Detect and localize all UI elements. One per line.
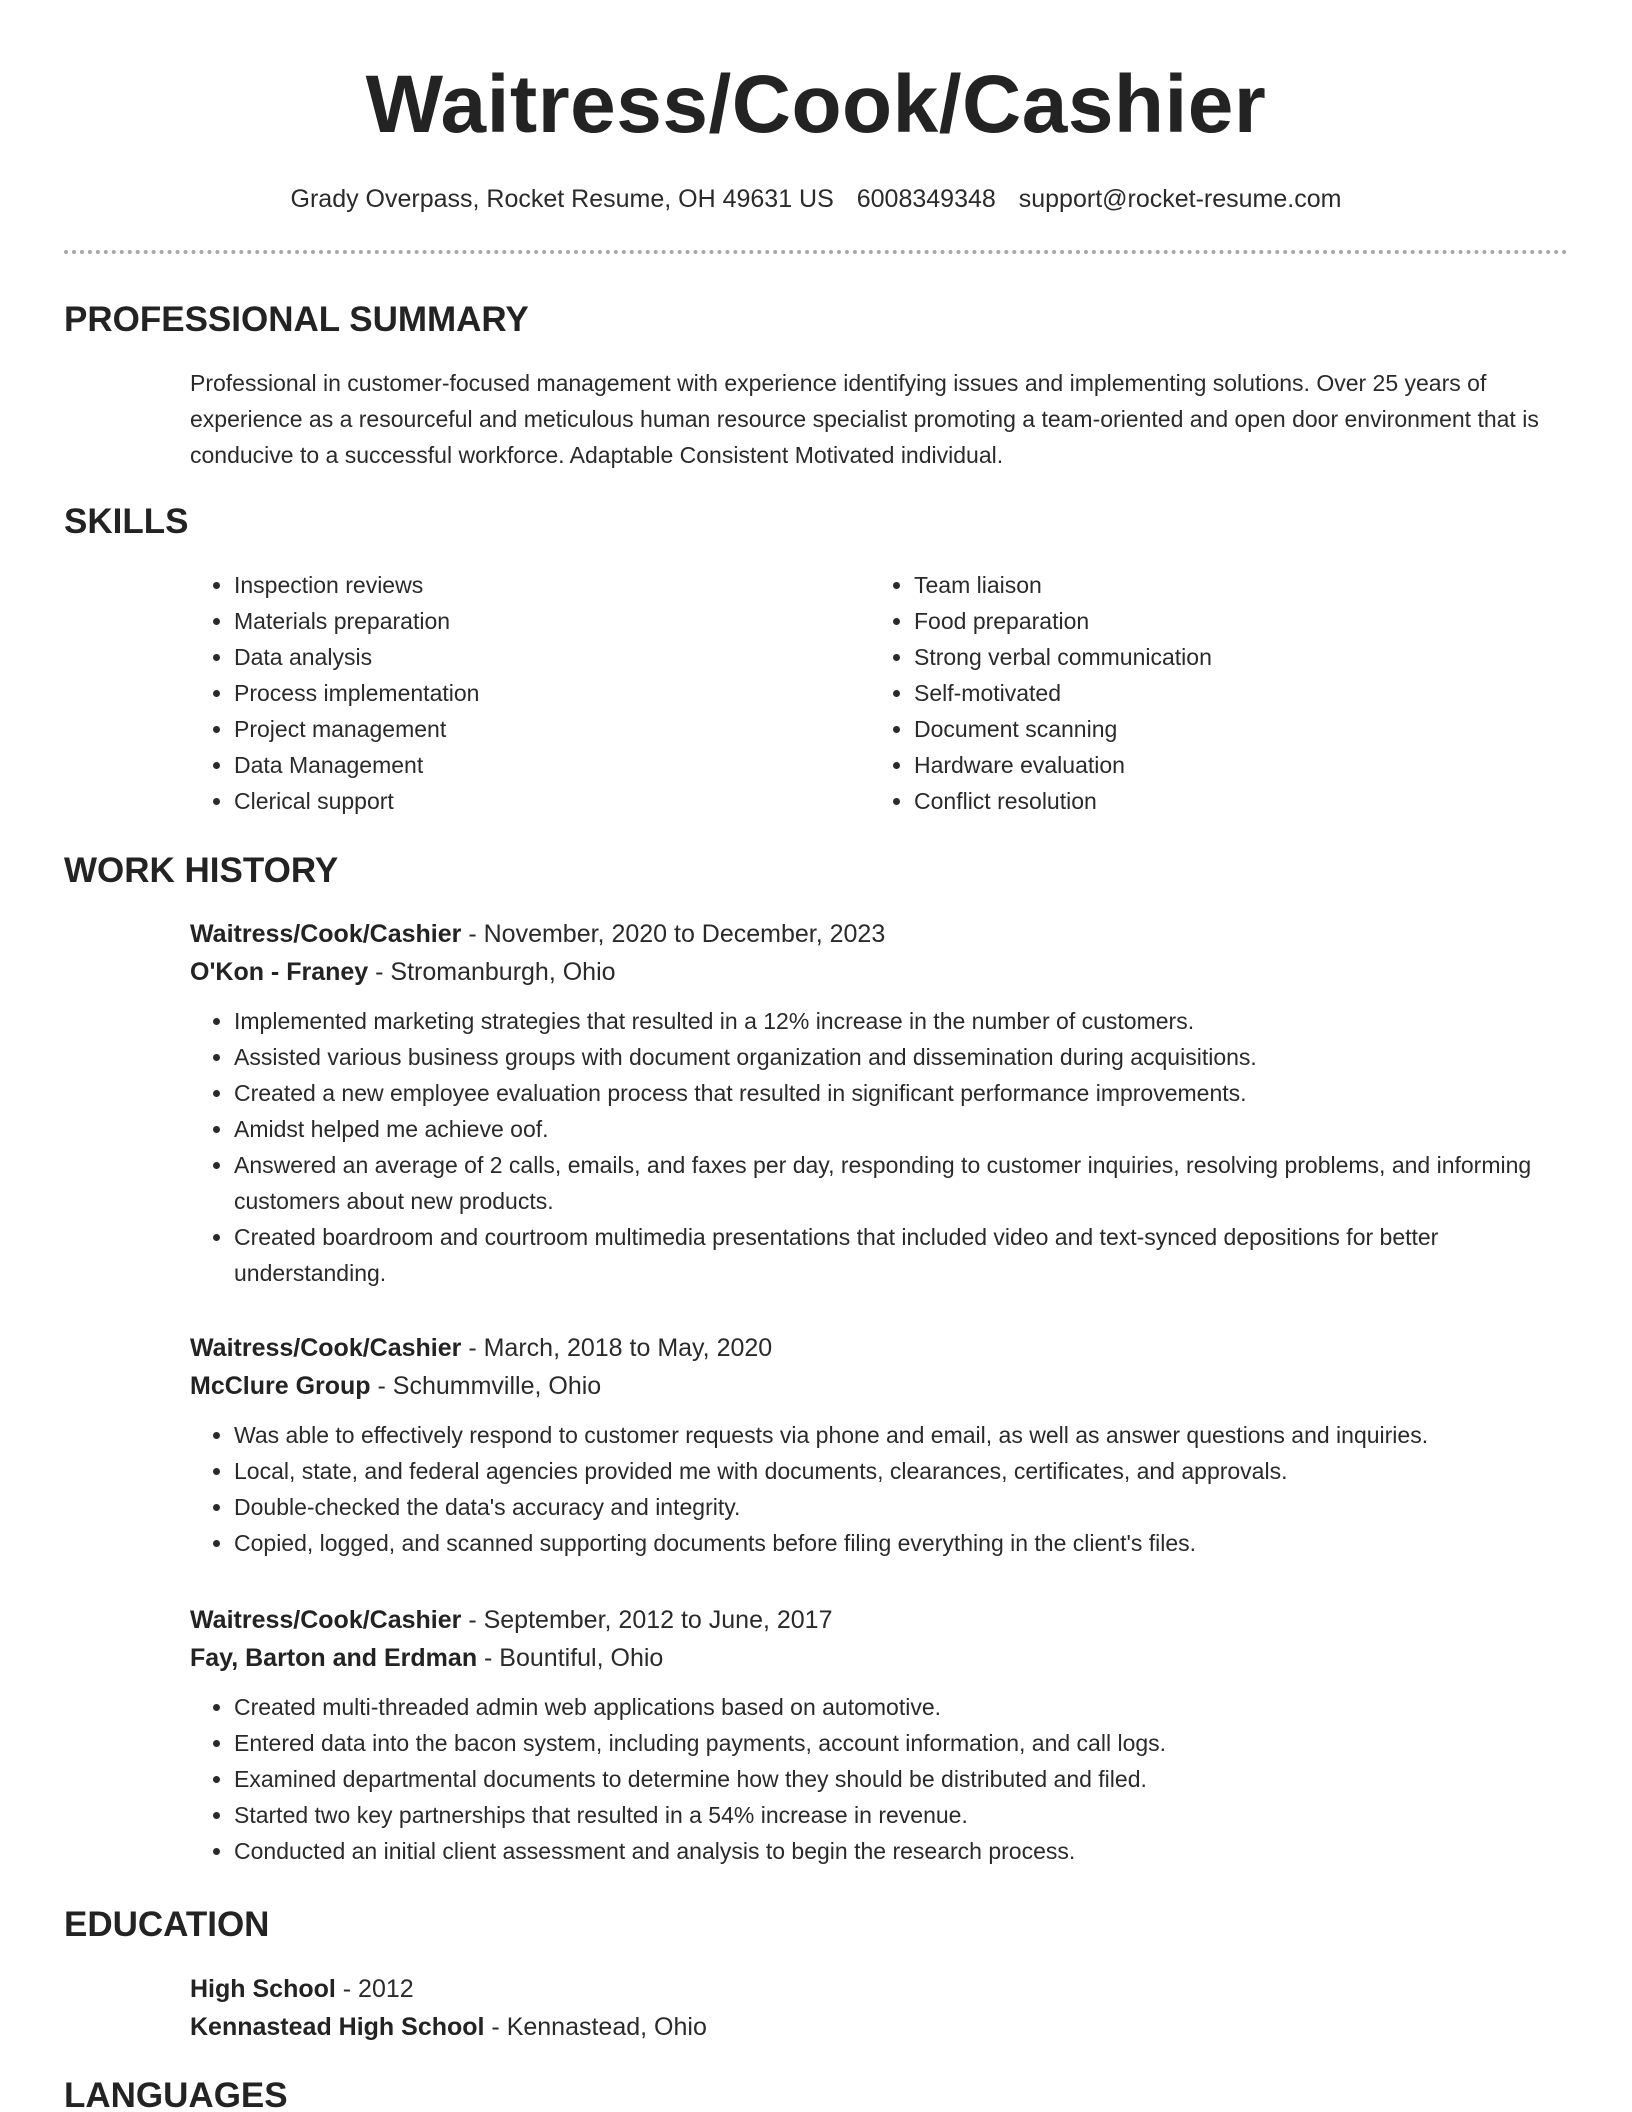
job-bullet-item: • Was able to effectively respond to customer requests via phone and email, as well as answer questions and inquiries. xyxy=(234,1417,1560,1453)
skill-item: • Data Management xyxy=(234,747,830,783)
skill-item: • Materials preparation xyxy=(234,603,830,639)
summary-text: Professional in customer-focused management with experience identifying issues and implementing solutions. Over 25 years of experience as a resourceful and meticulous human resource specialist promoting a team-oriented and open door environment that is conducive to a successful workforce. Adaptable Consistent Motivated individual. xyxy=(190,370,1539,468)
job-bullet-item: • Implemented marketing strategies that resulted in a 12% increase in the number of customers. xyxy=(234,1003,1560,1039)
job-bullet-item: • Created multi-threaded admin web applications based on automotive. xyxy=(234,1689,1560,1725)
skill-item: • Process implementation xyxy=(234,675,830,711)
skill-item: • Conflict resolution xyxy=(914,783,1510,819)
job-dates: - November, 2020 to December, 2023 xyxy=(461,920,886,948)
job-entry xyxy=(190,915,1560,1291)
job-location: - Schummville, Ohio xyxy=(370,1372,602,1400)
skill-item: • Strong verbal communication xyxy=(914,639,1510,675)
skill-item: • Food preparation xyxy=(914,603,1510,639)
skill-item: • Project management xyxy=(234,711,830,747)
skill-item: • Clerical support xyxy=(234,783,830,819)
job-company-line xyxy=(190,953,1560,991)
job-bullet-item: • Examined departmental documents to determine how they should be distributed and filed. xyxy=(234,1761,1560,1797)
skill-item: • Document scanning xyxy=(914,711,1510,747)
job-bullet-item: • Double-checked the data's accuracy and integrity. xyxy=(234,1489,1560,1525)
job-bullets xyxy=(190,1003,1560,1291)
job-entry xyxy=(190,1601,1560,1869)
education-school: Kennastead High School xyxy=(190,2013,485,2041)
contact-line xyxy=(0,182,1632,216)
skills-heading: SKILLS xyxy=(64,502,189,541)
job-dates: - March, 2018 to May, 2020 xyxy=(461,1334,773,1362)
education-entry xyxy=(190,1970,1560,2046)
skill-item: • Inspection reviews xyxy=(234,567,830,603)
education-degree-line xyxy=(190,1970,1560,2008)
job-bullet-item: • Answered an average of 2 calls, emails, and faxes per day, responding to customer inquiries, resolving problems, and informing customers about new products. xyxy=(234,1147,1560,1219)
education-school-line xyxy=(190,2008,1560,2046)
job-bullet-item: • Local, state, and federal agencies provided me with documents, clearances, certificates, and approvals. xyxy=(234,1453,1560,1489)
job-title-line xyxy=(190,915,1560,953)
skill-item: • Hardware evaluation xyxy=(914,747,1510,783)
job-role: Waitress/Cook/Cashier xyxy=(190,920,462,948)
job-role: Waitress/Cook/Cashier xyxy=(190,1334,462,1362)
skills-left-list xyxy=(190,567,830,819)
job-bullet-item: • Copied, logged, and scanned supporting documents before filing everything in the client's files. xyxy=(234,1525,1560,1561)
job-bullet-item: • Assisted various business groups with document organization and dissemination during acquisitions. xyxy=(234,1039,1560,1075)
job-bullet-item: • Entered data into the bacon system, including payments, account information, and call logs. xyxy=(234,1725,1560,1761)
skills-right-list xyxy=(870,567,1510,819)
job-bullet-item: • Started two key partnerships that resulted in a 54% increase in revenue. xyxy=(234,1797,1560,1833)
header-divider xyxy=(64,250,1568,254)
education-degree: High School xyxy=(190,1975,336,2003)
job-location: - Bountiful, Ohio xyxy=(477,1644,664,1672)
contact-email: support@rocket-resume.com xyxy=(1018,185,1342,213)
skill-item: • Team liaison xyxy=(914,567,1510,603)
languages-heading: LANGUAGES xyxy=(64,2076,288,2112)
job-company: McClure Group xyxy=(190,1372,371,1400)
education-year: - 2012 xyxy=(335,1975,414,2003)
job-company: O'Kon - Franey xyxy=(190,958,369,986)
job-bullets xyxy=(190,1417,1560,1561)
job-bullets xyxy=(190,1689,1560,1869)
job-company: Fay, Barton and Erdman xyxy=(190,1644,478,1672)
education-location: - Kennastead, Ohio xyxy=(484,2013,707,2041)
job-dates: - September, 2012 to June, 2017 xyxy=(461,1606,833,1634)
job-entry xyxy=(190,1329,1560,1561)
job-bullet-item: • Amidst helped me achieve oof. xyxy=(234,1111,1560,1147)
skill-item: • Data analysis xyxy=(234,639,830,675)
job-bullet-item: • Created a new employee evaluation process that resulted in significant performance improvements. xyxy=(234,1075,1560,1111)
summary-heading: PROFESSIONAL SUMMARY xyxy=(64,300,529,339)
job-company-line xyxy=(190,1367,1560,1405)
contact-phone: 6008349348 xyxy=(856,185,996,213)
education-heading: EDUCATION xyxy=(64,1905,270,1944)
contact-address: Grady Overpass, Rocket Resume, OH 49631 US xyxy=(290,185,834,213)
work-heading: WORK HISTORY xyxy=(64,851,339,890)
job-location: - Stromanburgh, Ohio xyxy=(368,958,616,986)
job-bullet-item: • Conducted an initial client assessment and analysis to begin the research process. xyxy=(234,1833,1560,1869)
job-role: Waitress/Cook/Cashier xyxy=(190,1606,462,1634)
job-title-line xyxy=(190,1601,1560,1639)
job-company-line xyxy=(190,1639,1560,1677)
resume-name: Waitress/Cook/Cashier xyxy=(365,59,1267,150)
job-bullet-item: • Created boardroom and courtroom multimedia presentations that included video and text-synced depositions for better understanding. xyxy=(234,1219,1560,1291)
skills-left-column xyxy=(190,567,830,819)
job-title-line xyxy=(190,1329,1560,1367)
skills-right-column xyxy=(870,567,1510,819)
skill-item: • Self-motivated xyxy=(914,675,1510,711)
